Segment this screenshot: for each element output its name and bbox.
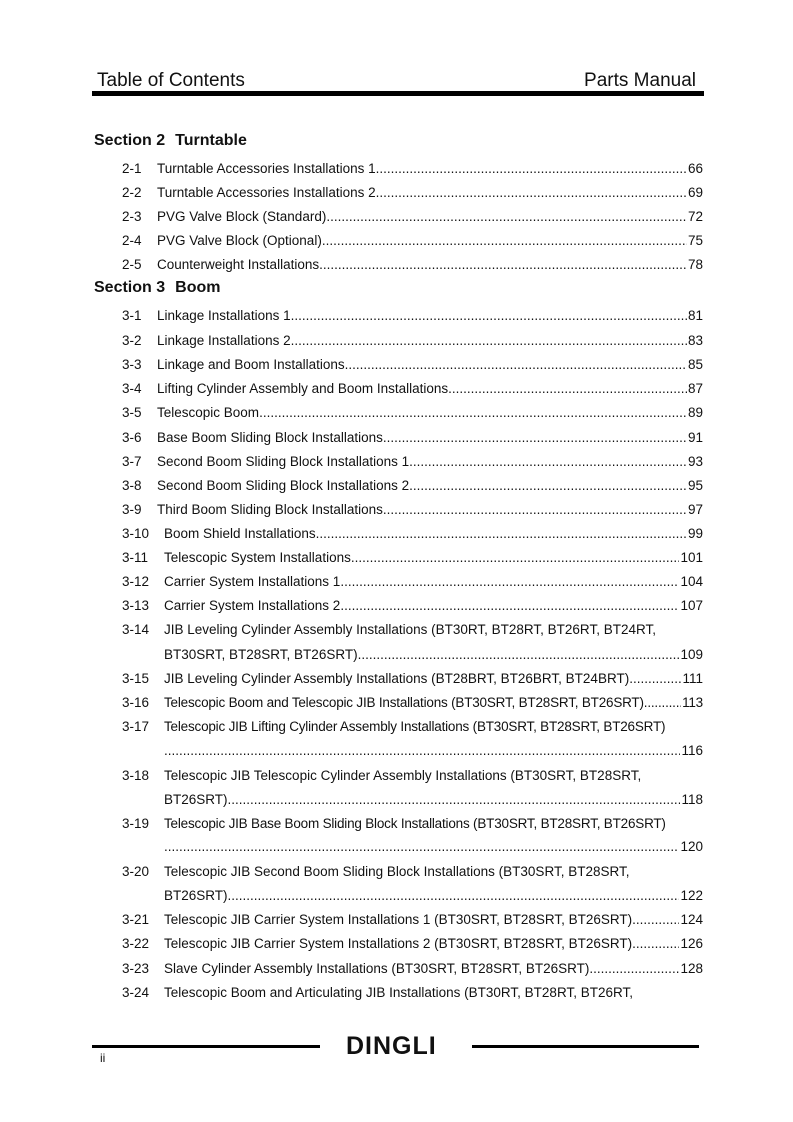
entry-page: 81: [687, 308, 703, 323]
entry-number: 3-14: [122, 622, 150, 637]
entry-page: 78: [687, 257, 703, 272]
entry-title: JIB Leveling Cylinder Assembly Installations (BT28BRT, BT26BRT, BT24BRT): [164, 671, 630, 686]
entry-page: 89: [687, 405, 703, 420]
entry-number: 3-9: [122, 502, 142, 517]
entry-number: 3-5: [122, 405, 142, 420]
entry-page: 104: [680, 574, 703, 589]
entry-number: 2-4: [122, 233, 142, 248]
dingli-logo: DINGLI: [346, 1032, 437, 1060]
toc-entry[interactable]: [122, 719, 703, 759]
entry-page: 72: [687, 209, 703, 224]
entry-page: 111: [682, 671, 703, 686]
entry-number: 3-4: [122, 381, 142, 396]
entry-page: 116: [681, 743, 703, 758]
entry-page: 85: [687, 357, 703, 372]
entry-number: 3-18: [122, 768, 150, 783]
entry-page: 126: [680, 936, 703, 951]
entry-title: Carrier System Installations 1: [164, 574, 341, 589]
entry-title: Slave Cylinder Assembly Installations (BT30SRT, BT28SRT, BT26SRT): [164, 961, 590, 976]
entry-title: Linkage and Boom Installations: [157, 357, 345, 372]
entry-number: 3-6: [122, 430, 142, 445]
entry-title: Telescopic JIB Carrier System Installations 1 (BT30SRT, BT28SRT, BT26SRT): [164, 912, 633, 927]
entry-page: 122: [680, 888, 703, 903]
entry-title-line1: JIB Leveling Cylinder Assembly Installations (BT30RT, BT28RT, BT26RT, BT24RT,: [164, 622, 656, 637]
entry-title: Counterweight Installations: [157, 257, 320, 272]
entry-number: 2-5: [122, 257, 142, 272]
entry-title: Second Boom Sliding Block Installations 2: [157, 478, 410, 493]
header-title: Table of Contents: [97, 70, 245, 91]
entry-title: Lifting Cylinder Assembly and Boom Installations: [157, 381, 449, 396]
entry-number: 3-2: [122, 333, 142, 348]
entry-number: 3-16: [122, 695, 150, 710]
entry-title: Telescopic JIB Carrier System Installations 2 (BT30SRT, BT28SRT, BT26SRT): [164, 936, 633, 951]
entry-number: 3-21: [122, 912, 150, 927]
entry-page: 120: [680, 839, 703, 854]
entry-title: Third Boom Sliding Block Installations: [157, 502, 383, 517]
entry-page: 124: [680, 912, 703, 927]
entry-number: 3-23: [122, 961, 150, 976]
entry-title: Telescopic Boom: [157, 405, 260, 420]
entry-title: PVG Valve Block (Optional): [157, 233, 322, 248]
entry-title: Turntable Accessories Installations 1: [157, 161, 376, 176]
entry-page: 128: [680, 961, 703, 976]
entry-number: 3-20: [122, 864, 150, 879]
section-heading: [94, 279, 220, 297]
entry-title: Carrier System Installations 2: [164, 598, 341, 613]
entry-number: 3-12: [122, 574, 150, 589]
entry-title: Linkage Installations 1: [157, 308, 291, 323]
entry-page: 107: [680, 598, 703, 613]
entry-number: 3-24: [122, 985, 150, 1000]
entry-page: 93: [687, 454, 703, 469]
entry-title-line1: Telescopic JIB Base Boom Sliding Block Installations (BT30SRT, BT28SRT, BT26SRT): [164, 816, 666, 831]
entry-title-line2: BT26SRT): [164, 888, 228, 903]
section-name: Boom: [175, 279, 221, 296]
entry-number: 3-3: [122, 357, 142, 372]
section-name: Turntable: [175, 132, 247, 149]
entry-page: 66: [687, 161, 703, 176]
entry-title-line1: Telescopic Boom and Articulating JIB Installations (BT30RT, BT28RT, BT26RT,: [164, 985, 633, 1000]
entry-title: Base Boom Sliding Block Installations: [157, 430, 383, 445]
entry-title-line1: Telescopic JIB Lifting Cylinder Assembly Installations (BT30SRT, BT28SRT, BT26SRT): [164, 719, 666, 734]
entry-page: 118: [681, 792, 703, 807]
entry-title-line2: BT30SRT, BT28SRT, BT26SRT): [164, 647, 358, 662]
entry-number: 2-2: [122, 185, 142, 200]
entry-title: Second Boom Sliding Block Installations 1: [157, 454, 410, 469]
toc-entry[interactable]: [122, 768, 703, 808]
entry-number: 2-1: [122, 161, 142, 176]
entry-number: 3-19: [122, 816, 150, 831]
entry-title: Boom Shield Installations: [164, 526, 316, 541]
section-label: Section 2: [94, 132, 166, 149]
entry-title-line1: Telescopic JIB Second Boom Sliding Block Installations (BT30SRT, BT28SRT,: [164, 864, 630, 879]
header-manual-name: Parts Manual: [584, 70, 696, 91]
toc-entry[interactable]: [122, 816, 703, 856]
entry-number: 3-8: [122, 478, 142, 493]
entry-number: 3-10: [122, 526, 150, 541]
entry-page: 75: [687, 233, 703, 248]
entry-title: Telescopic System Installations: [164, 550, 351, 565]
section-heading: [94, 132, 247, 150]
entry-number: 3-13: [122, 598, 150, 613]
entry-number: 3-11: [122, 550, 149, 565]
entry-title: PVG Valve Block (Standard): [157, 209, 327, 224]
entry-page: 91: [687, 430, 703, 445]
entry-number: 2-3: [122, 209, 142, 224]
toc-entry[interactable]: [122, 622, 703, 662]
entry-page: 101: [680, 550, 703, 565]
section-label: Section 3: [94, 279, 166, 296]
footer-rule-right: [472, 1045, 699, 1048]
entry-page: 69: [687, 185, 703, 200]
entry-page: 109: [680, 647, 703, 662]
entry-title: Turntable Accessories Installations 2: [157, 185, 376, 200]
toc-entry[interactable]: [122, 864, 703, 904]
entry-title: Linkage Installations 2: [157, 333, 291, 348]
entry-number: 3-7: [122, 454, 142, 469]
entry-title: Telescopic Boom and Telescopic JIB Installations (BT30SRT, BT28SRT, BT26SRT): [164, 695, 644, 710]
footer-rule-left: [92, 1045, 320, 1048]
entry-title-line1: Telescopic JIB Telescopic Cylinder Assembly Installations (BT30SRT, BT28SRT,: [164, 768, 642, 783]
page-number: ii: [100, 1051, 106, 1065]
entry-page: 95: [687, 478, 703, 493]
entry-number: 3-1: [122, 308, 142, 323]
entry-page: 97: [687, 502, 703, 517]
entry-number: 3-22: [122, 936, 150, 951]
entry-page: 87: [687, 381, 703, 396]
header-rule: [92, 91, 704, 96]
entry-number: 3-15: [122, 671, 150, 686]
entry-number: 3-17: [122, 719, 150, 734]
entry-page: 83: [687, 333, 703, 348]
entry-page: 113: [682, 695, 703, 710]
entry-page: 99: [687, 526, 703, 541]
entry-title-line2: BT26SRT): [164, 792, 228, 807]
